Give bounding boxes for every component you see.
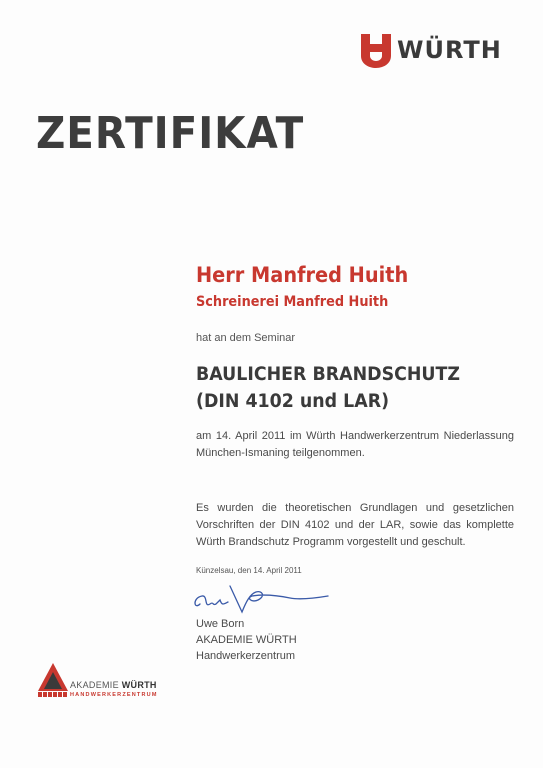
signer-unit: Handwerkerzentrum (196, 650, 296, 662)
signer-org: AKADEMIE WÜRTH (196, 634, 297, 646)
stripe-bar (38, 692, 68, 697)
signature-image (190, 582, 330, 614)
signer-block (196, 616, 516, 664)
seminar-title (196, 361, 497, 415)
wurth-word: WÜRTH (121, 680, 157, 690)
akademie-logo-text (70, 680, 157, 690)
akademie-wurth-logo (38, 663, 168, 703)
certificate-title: ZERTIFIKAT (36, 108, 305, 159)
wurth-logo-text: WÜRTH (397, 36, 502, 64)
intro-text: hat an dem Seminar (196, 332, 296, 344)
attendance-paragraph: am 14. April 2011 im Würth Handwerkerzentrum Niederlassung München-Ismaning teilgenommen. (196, 430, 514, 459)
seminar-title-line1: BAULICHER BRANDSCHUTZ (196, 364, 461, 385)
recipient-name: Herr Manfred Huith (196, 263, 409, 287)
place-date: Künzelsau, den 14. April 2011 (196, 566, 302, 575)
content-paragraph: Es wurden die theoretischen Grundlagen und gesetzlichen Vorschriften der DIN 4102 und der LAR, sowie das komplette Würth Brandschutz Programm vorgestellt und geschult. (196, 502, 514, 548)
triangle-logo-icon (38, 663, 68, 691)
akademie-word: AKADEMIE (70, 680, 119, 690)
signer-name: Uwe Born (196, 618, 245, 630)
seminar-title-line2: (DIN 4102 und LAR) (196, 391, 390, 412)
wurth-logo (361, 34, 507, 68)
wurth-logo-icon (361, 34, 391, 68)
recipient-company: Schreinerei Manfred Huith (196, 294, 389, 310)
handwerkerzentrum-text: HANDWERKERZENTRUM (70, 692, 158, 698)
